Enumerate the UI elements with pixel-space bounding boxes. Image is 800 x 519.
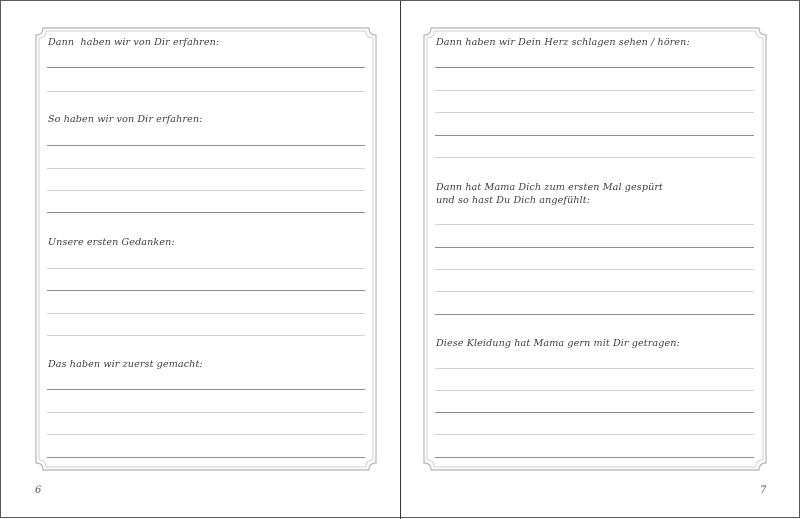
writing-line[interactable] bbox=[435, 412, 754, 413]
writing-line[interactable] bbox=[435, 67, 754, 68]
writing-line[interactable] bbox=[435, 368, 754, 369]
writing-line[interactable] bbox=[435, 390, 754, 391]
writing-line[interactable] bbox=[47, 168, 365, 169]
writing-line[interactable] bbox=[435, 314, 754, 315]
section-prompt: Dann haben wir Dein Herz schlagen sehen / hören: bbox=[436, 37, 690, 48]
writing-line[interactable] bbox=[47, 268, 365, 269]
page-number: 6 bbox=[35, 485, 42, 496]
section-prompt: Unsere ersten Gedanken: bbox=[48, 237, 175, 248]
writing-line[interactable] bbox=[47, 145, 365, 146]
left-page-frame bbox=[35, 27, 377, 471]
right-page-frame bbox=[423, 27, 767, 471]
left-page bbox=[1, 1, 400, 519]
section-prompt: Dann hat Mama Dich zum ersten Mal gespürt und so hast Du Dich angefühlt: bbox=[436, 182, 663, 206]
writing-line[interactable] bbox=[435, 90, 754, 91]
writing-line[interactable] bbox=[435, 269, 754, 270]
writing-line[interactable] bbox=[435, 112, 754, 113]
writing-line[interactable] bbox=[47, 91, 365, 92]
section-prompt: Das haben wir zuerst gemacht: bbox=[48, 359, 203, 370]
section-prompt: Diese Kleidung hat Mama gern mit Dir getragen: bbox=[436, 338, 680, 349]
page-number: 7 bbox=[760, 485, 767, 496]
writing-line[interactable] bbox=[47, 190, 365, 191]
writing-line[interactable] bbox=[435, 135, 754, 136]
writing-line[interactable] bbox=[435, 457, 754, 458]
writing-line[interactable] bbox=[435, 157, 754, 158]
writing-line[interactable] bbox=[435, 247, 754, 248]
writing-line[interactable] bbox=[47, 290, 365, 291]
writing-line[interactable] bbox=[47, 412, 365, 413]
writing-line[interactable] bbox=[47, 313, 365, 314]
writing-line[interactable] bbox=[435, 434, 754, 435]
right-page bbox=[401, 1, 800, 519]
writing-line[interactable] bbox=[47, 389, 365, 390]
writing-line[interactable] bbox=[47, 67, 365, 68]
writing-line[interactable] bbox=[47, 457, 365, 458]
section-prompt: Dann haben wir von Dir erfahren: bbox=[48, 37, 220, 48]
writing-line[interactable] bbox=[435, 291, 754, 292]
writing-line[interactable] bbox=[47, 335, 365, 336]
writing-line[interactable] bbox=[47, 212, 365, 213]
writing-line[interactable] bbox=[435, 224, 754, 225]
section-prompt: So haben wir von Dir erfahren: bbox=[48, 114, 203, 125]
writing-line[interactable] bbox=[47, 434, 365, 435]
